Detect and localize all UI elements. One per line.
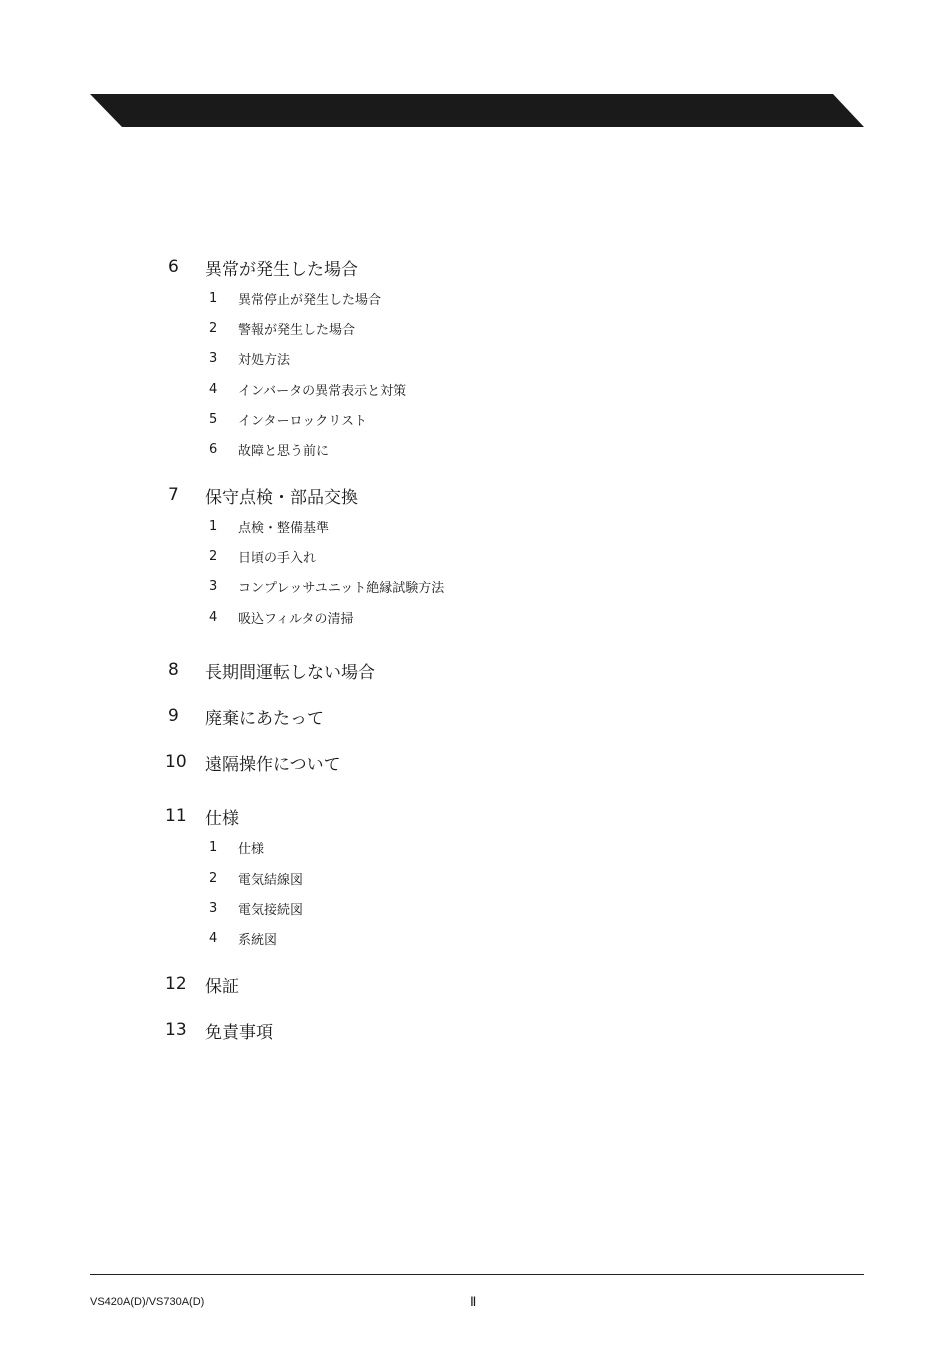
toc-title: 遠隔操作について	[205, 754, 341, 775]
toc-number: 6	[209, 441, 218, 457]
toc-number: 1	[209, 290, 218, 306]
toc-number: 6	[168, 257, 179, 277]
toc-number: 8	[168, 660, 179, 680]
toc-number: 12	[165, 974, 187, 994]
toc-number: 11	[165, 806, 187, 826]
toc-title: 対処方法	[238, 352, 291, 368]
toc-title: 仕様	[205, 808, 239, 829]
toc-number: 4	[209, 609, 218, 625]
toc-number: 1	[209, 839, 218, 855]
toc-number: 7	[168, 485, 179, 505]
toc-title: 点検・整備基準	[238, 520, 330, 536]
toc-number: 4	[209, 930, 218, 946]
toc-title: 保守点検・部品交換	[205, 487, 358, 508]
toc-title: インバータの異常表示と対策	[238, 383, 407, 399]
toc-title: 保証	[205, 976, 239, 997]
toc-title: 異常停止が発生した場合	[238, 292, 382, 308]
toc-title: 仕様	[238, 841, 265, 857]
toc-title: 電気結線図	[238, 872, 304, 888]
toc-number: 13	[165, 1020, 187, 1040]
toc-number: 3	[209, 578, 218, 594]
toc-title: 電気接続図	[238, 902, 304, 918]
toc-title: 警報が発生した場合	[238, 322, 356, 338]
toc-title: 免責事項	[205, 1022, 273, 1043]
toc-title: 異常が発生した場合	[205, 259, 358, 280]
toc-number: 3	[209, 900, 218, 916]
toc-number: 10	[165, 752, 187, 772]
toc-number: 2	[209, 548, 218, 564]
toc-title: 長期間運転しない場合	[205, 662, 375, 683]
toc-title: 故障と思う前に	[238, 443, 330, 459]
toc-number: 2	[209, 320, 218, 336]
toc-title: 廃棄にあたって	[205, 708, 324, 729]
toc-title: 系統図	[238, 932, 278, 948]
toc-title: コンプレッサユニット絶縁試験方法	[238, 580, 445, 596]
toc-number: 1	[209, 518, 218, 534]
toc-title: 日頃の手入れ	[238, 550, 317, 566]
footer-model: VS420A(D)/VS730A(D)	[90, 1296, 205, 1308]
footer-divider	[90, 1274, 864, 1275]
toc-number: 9	[168, 706, 179, 726]
footer-page-number: Ⅱ	[470, 1294, 477, 1309]
toc-number: 4	[209, 381, 218, 397]
toc-title: インターロックリスト	[238, 413, 367, 429]
toc-title: 吸込フィルタの清掃	[238, 611, 354, 627]
toc-number: 3	[209, 350, 218, 366]
toc-number: 2	[209, 870, 218, 886]
toc-number: 5	[209, 411, 218, 427]
